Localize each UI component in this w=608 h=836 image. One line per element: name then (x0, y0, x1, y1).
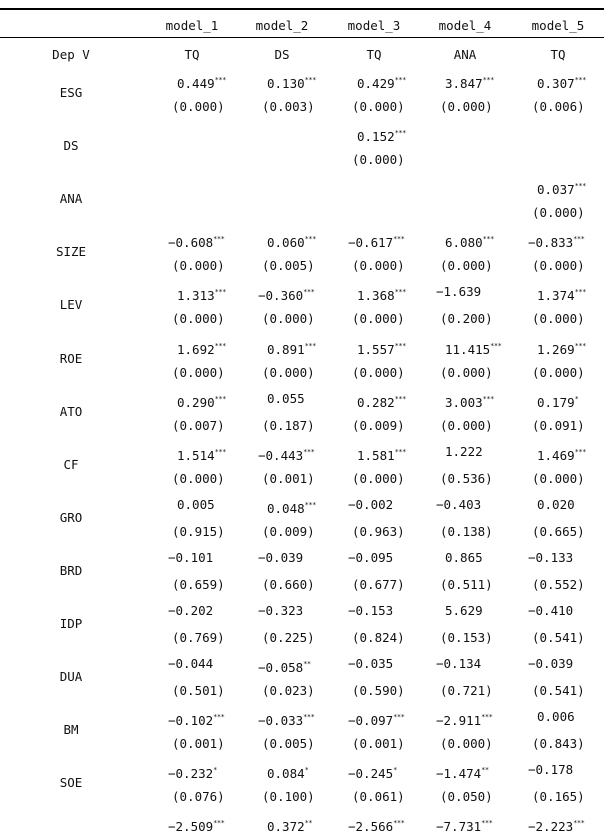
coef-cell (168, 602, 213, 620)
p-value-cell: (0.536) (440, 470, 493, 486)
significance-stars: * (574, 394, 579, 403)
coef-value: −0.833 (528, 235, 574, 251)
row-label-size: SIZE (55, 244, 87, 260)
p-value-cell: (0.000) (440, 258, 493, 274)
coef-cell (258, 283, 315, 304)
row-label-esg: ESG (59, 85, 83, 100)
p-value-cell: (0.023) (262, 683, 315, 699)
coef-cell (357, 124, 406, 145)
significance-stars: *** (393, 713, 405, 722)
significance-stars: * (304, 766, 309, 775)
significance-stars: *** (393, 235, 405, 244)
p-value-cell: (0.000) (532, 205, 585, 221)
coef-cell (177, 443, 226, 461)
coef-value: 1.692 (177, 341, 215, 357)
coef-cell (528, 655, 573, 673)
p-value-cell: (0.187) (262, 417, 315, 433)
coef-cell (436, 496, 481, 514)
significance-stars: *** (393, 819, 405, 828)
coef-cell (445, 71, 494, 89)
coef-cell (528, 602, 573, 620)
significance-stars: * (213, 766, 217, 775)
coef-value: 0.048 (267, 500, 305, 516)
significance-stars: *** (394, 394, 406, 403)
coef-value: −0.002 (348, 496, 394, 512)
p-value-cell: (0.000) (172, 364, 225, 380)
significance-stars: *** (214, 341, 226, 350)
coef-cell (436, 761, 489, 782)
coef-cell (348, 708, 405, 729)
column-header-model-4: model_4 (438, 18, 492, 33)
p-value-cell: (0.000) (532, 364, 585, 380)
coef-cell (348, 230, 405, 251)
coef-cell (177, 390, 226, 408)
coef-cell (267, 496, 316, 514)
significance-stars: *** (482, 76, 494, 84)
coef-cell (258, 549, 303, 567)
coef-value: −2.509 (168, 819, 214, 835)
p-value-cell: (0.000) (352, 258, 405, 274)
significance-stars: * (393, 766, 397, 775)
coef-value: 0.282 (357, 394, 395, 410)
coef-cell (436, 655, 481, 673)
coef-value: −0.410 (528, 603, 574, 618)
p-value-cell: (0.000) (532, 311, 585, 327)
significance-stars: *** (481, 713, 493, 722)
significance-stars: *** (214, 447, 226, 456)
significance-stars: *** (304, 235, 316, 244)
p-value-cell: (0.501) (172, 683, 225, 699)
coef-cell (357, 390, 406, 408)
p-value-cell: (0.915) (172, 523, 225, 539)
coef-cell (267, 230, 316, 251)
coef-value: −0.232 (168, 766, 214, 782)
row-label-lev: LEV (59, 297, 83, 313)
significance-stars: *** (394, 288, 406, 297)
p-value-cell: (0.100) (262, 789, 315, 805)
significance-stars: *** (482, 235, 494, 244)
coef-value: −0.044 (168, 656, 214, 672)
coef-value: 0.130 (267, 76, 305, 91)
coef-value: 3.003 (445, 394, 483, 410)
coef-cell (528, 230, 585, 251)
coef-cell (445, 443, 483, 461)
p-value-cell: (0.009) (352, 417, 405, 433)
coef-value: −0.033 (258, 713, 304, 729)
coef-cell (168, 708, 225, 729)
p-value-cell: (0.000) (352, 311, 405, 327)
coef-cell (445, 390, 494, 408)
row-label-ato: ATO (59, 403, 83, 419)
coef-value: 1.368 (357, 288, 395, 304)
p-value-cell: (0.001) (262, 470, 315, 486)
coef-cell (168, 549, 213, 567)
coef-cell (357, 443, 406, 461)
coef-cell (177, 71, 226, 89)
coef-value: 0.037 (537, 182, 575, 198)
coef-value: 0.290 (177, 394, 215, 410)
coef-value: −0.245 (348, 766, 394, 782)
significance-stars: *** (574, 76, 586, 84)
dep-var-cell: ANA (453, 47, 477, 62)
coef-cell (357, 337, 406, 355)
coef-cell (267, 390, 305, 408)
coef-value: −0.202 (168, 603, 214, 618)
coef-cell (168, 761, 217, 782)
coef-cell (258, 602, 303, 620)
coef-cell (267, 71, 316, 89)
p-value-cell: (0.000) (440, 417, 493, 433)
significance-stars: *** (303, 288, 315, 297)
p-value-cell: (0.000) (352, 470, 405, 486)
coef-value: −0.323 (258, 603, 304, 618)
coef-cell (267, 337, 316, 355)
row-label-roe: ROE (59, 350, 83, 366)
coef-value: 1.313 (177, 288, 215, 304)
coef-value: 11.415 (445, 341, 491, 357)
coef-cell (267, 761, 309, 782)
column-header-model-5: model_5 (531, 18, 585, 33)
significance-stars: *** (394, 447, 406, 456)
significance-stars: *** (304, 76, 316, 84)
p-value-cell: (0.000) (172, 258, 225, 274)
coef-value: 0.055 (267, 390, 305, 406)
dep-var-cell: TQ (550, 47, 566, 62)
significance-stars: *** (574, 182, 586, 191)
coef-cell (348, 549, 393, 567)
coef-cell (445, 602, 483, 620)
p-value-cell: (0.225) (262, 630, 315, 645)
coef-value: 6.080 (445, 235, 483, 251)
p-value-cell: (0.000) (352, 364, 405, 380)
p-value-cell: (0.001) (172, 736, 225, 752)
coef-cell (445, 230, 494, 251)
significance-stars: *** (490, 341, 502, 350)
p-value-cell: (0.165) (532, 789, 585, 805)
significance-stars: ** (481, 766, 489, 775)
p-value-cell: (0.009) (262, 523, 315, 539)
coef-cell (528, 761, 573, 779)
significance-stars: *** (304, 500, 316, 509)
dep-var-cell: DS (274, 47, 290, 62)
coef-value: 0.865 (445, 549, 483, 565)
coef-value: −1.474 (436, 766, 482, 782)
significance-stars: *** (213, 235, 225, 244)
coef-value: 3.847 (445, 76, 483, 91)
coef-value: 0.429 (357, 76, 395, 91)
coef-value: −7.731 (436, 819, 482, 835)
row-label-idp: IDP (59, 616, 83, 631)
p-value-cell: (0.000) (440, 364, 493, 380)
coef-value: −0.058 (258, 660, 304, 676)
significance-stars: *** (214, 394, 226, 403)
coef-cell (258, 708, 315, 729)
p-value-cell: (0.590) (352, 683, 405, 699)
significance-stars: ** (304, 819, 313, 828)
significance-stars: *** (574, 288, 586, 297)
coef-cell (258, 443, 314, 461)
coef-cell (348, 496, 393, 514)
coef-cell (258, 655, 311, 676)
p-value-cell: (0.000) (262, 311, 315, 327)
coef-value: 0.006 (537, 709, 575, 725)
dep-var-cell: TQ (366, 47, 382, 62)
column-header-model-3: model_3 (347, 18, 401, 33)
significance-stars: *** (482, 394, 494, 403)
coef-value: 1.222 (445, 443, 483, 459)
p-value-cell: (0.541) (532, 630, 585, 645)
coef-cell (177, 283, 226, 304)
coef-value: −0.360 (258, 288, 304, 304)
row-label-dep-v: Dep V (52, 47, 90, 62)
p-value-cell: (0.721) (440, 683, 493, 699)
dep-var-cell: TQ (184, 47, 200, 62)
coef-cell (348, 655, 393, 673)
p-value-cell: (0.091) (532, 417, 585, 433)
p-value-cell: (0.000) (262, 364, 315, 380)
significance-stars: *** (303, 713, 315, 722)
coef-value: −1.639 (436, 284, 482, 300)
coef-value: −0.095 (348, 549, 394, 565)
p-value-cell: (0.000) (352, 152, 405, 168)
significance-stars: *** (303, 447, 315, 456)
row-label-ds: DS (63, 138, 79, 154)
coef-value: −2.911 (436, 713, 482, 729)
significance-stars: *** (394, 76, 406, 84)
p-value-cell: (0.963) (352, 523, 405, 539)
coef-value: 1.557 (357, 341, 395, 357)
significance-stars: *** (214, 76, 226, 84)
coef-value: 0.005 (177, 496, 215, 512)
significance-stars: *** (213, 713, 225, 722)
coef-cell (537, 177, 586, 198)
coef-value: 0.020 (537, 496, 575, 512)
coef-value: 0.891 (267, 341, 305, 357)
coef-cell (177, 496, 215, 514)
coef-value: −0.039 (258, 549, 304, 565)
significance-stars: *** (304, 341, 316, 350)
row-label-bm: BM (63, 722, 79, 738)
coef-value: −2.223 (528, 819, 574, 835)
p-value-cell: (0.005) (262, 736, 315, 752)
row-label-brd: BRD (59, 562, 83, 578)
p-value-cell: (0.000) (172, 99, 225, 114)
coef-value: −0.035 (348, 656, 394, 672)
p-value-cell: (0.000) (172, 311, 225, 327)
coef-cell (348, 761, 397, 782)
significance-stars: ** (303, 660, 311, 669)
coef-value: −0.153 (348, 603, 394, 618)
p-value-cell: (0.000) (172, 470, 225, 486)
p-value-cell: (0.006) (532, 99, 585, 114)
p-value-cell: (0.511) (440, 576, 493, 592)
coef-value: −0.133 (528, 549, 574, 565)
coef-value: −0.039 (528, 656, 574, 672)
p-value-cell: (0.000) (532, 258, 585, 274)
row-label-gro: GRO (59, 509, 83, 525)
coef-value: −0.134 (436, 656, 482, 672)
coef-value: 0.372 (267, 819, 305, 835)
coef-value: −0.443 (258, 447, 304, 463)
coef-cell (537, 283, 586, 304)
significance-stars: *** (394, 129, 406, 138)
coef-cell (348, 602, 393, 620)
coef-value: 1.469 (537, 447, 575, 463)
coef-value: −0.178 (528, 762, 574, 778)
significance-stars: *** (481, 819, 493, 828)
coef-value: −0.608 (168, 235, 214, 251)
coef-cell (168, 230, 225, 251)
coef-value: 0.449 (177, 76, 215, 91)
coef-value: 1.514 (177, 447, 215, 463)
p-value-cell: (0.200) (440, 311, 493, 327)
p-value-cell: (0.007) (172, 417, 225, 433)
coef-cell (357, 71, 406, 89)
p-value-cell: (0.769) (172, 630, 225, 645)
p-value-cell: (0.000) (532, 470, 585, 486)
p-value-cell: (0.000) (352, 99, 405, 114)
p-value-cell: (0.000) (440, 736, 493, 752)
coef-value: 0.307 (537, 76, 575, 91)
coef-cell (436, 708, 493, 729)
p-value-cell: (0.659) (172, 576, 225, 592)
coef-value: −0.617 (348, 235, 394, 251)
significance-stars: *** (214, 288, 226, 297)
coef-value: 0.179 (537, 394, 575, 410)
p-value-cell: (0.824) (352, 630, 405, 645)
p-value-cell: (0.660) (262, 576, 315, 592)
row-label-soe: SOE (59, 775, 83, 791)
coef-cell (537, 708, 575, 726)
coef-cell (537, 390, 578, 408)
significance-stars: *** (574, 447, 586, 456)
coef-value: −0.097 (348, 713, 394, 729)
p-value-cell: (0.677) (352, 576, 405, 592)
coef-cell (436, 283, 481, 301)
p-value-cell: (0.050) (440, 789, 493, 805)
coef-cell (177, 337, 226, 355)
coef-value: 1.269 (537, 341, 575, 357)
significance-stars: *** (573, 235, 585, 244)
p-value-cell: (0.552) (532, 576, 585, 592)
p-value-cell: (0.076) (172, 789, 225, 805)
p-value-cell: (0.843) (532, 736, 585, 752)
coef-cell (537, 443, 586, 461)
coef-value: 5.629 (445, 603, 483, 618)
coef-cell (537, 337, 586, 355)
coef-value: −2.566 (348, 819, 394, 835)
coef-value: 0.084 (267, 766, 305, 782)
p-value-cell: (0.001) (352, 736, 405, 752)
coef-cell (445, 337, 501, 355)
coef-cell (168, 655, 213, 673)
column-header-model-2: model_2 (255, 18, 309, 33)
coef-cell (357, 283, 406, 304)
p-value-cell: (0.003) (262, 99, 315, 114)
row-label-cf: CF (63, 456, 79, 472)
p-value-cell: (0.061) (352, 789, 405, 805)
coef-value: 1.581 (357, 447, 395, 463)
coef-value: 0.060 (267, 235, 305, 251)
coef-cell (537, 71, 586, 89)
p-value-cell: (0.153) (440, 630, 493, 645)
column-header-model-1: model_1 (165, 18, 219, 33)
p-value-cell: (0.000) (440, 99, 493, 114)
coef-value: 1.374 (537, 288, 575, 304)
p-value-cell: (0.005) (262, 258, 315, 274)
coef-value: 0.152 (357, 129, 395, 145)
top-rule (0, 8, 604, 10)
coef-value: −0.101 (168, 549, 214, 565)
significance-stars: *** (574, 341, 586, 350)
significance-stars: *** (394, 341, 406, 350)
coef-value: −0.102 (168, 713, 214, 729)
row-label-dua: DUA (59, 669, 83, 685)
p-value-cell: (0.665) (532, 523, 585, 539)
significance-stars: *** (213, 819, 225, 828)
p-value-cell: (0.541) (532, 683, 585, 699)
coef-cell (537, 496, 575, 514)
coef-cell (445, 549, 483, 567)
p-value-cell: (0.138) (440, 523, 493, 539)
coef-value: −0.403 (436, 496, 482, 512)
header-rule (0, 37, 604, 38)
significance-stars: *** (573, 819, 585, 828)
coef-cell (528, 549, 573, 567)
row-label-ana: ANA (59, 191, 83, 207)
